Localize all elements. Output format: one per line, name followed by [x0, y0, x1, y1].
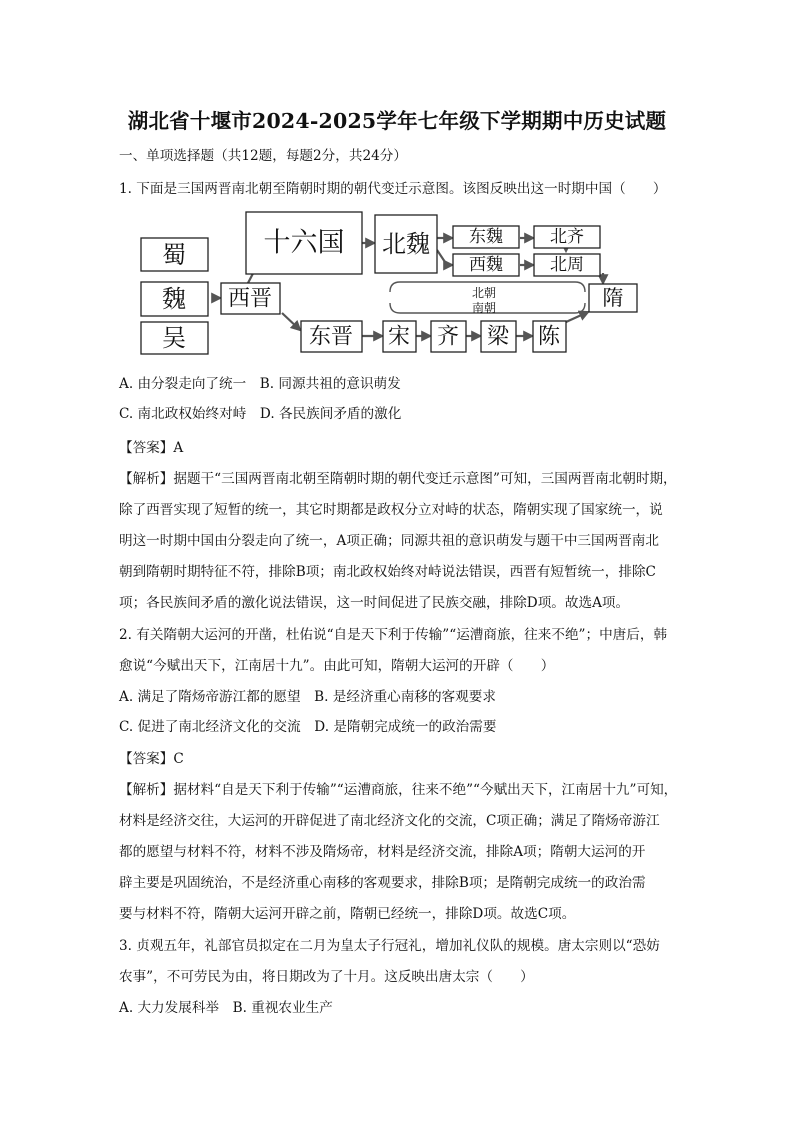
q2-options-ab: A. 满足了隋炀帝游江都的愿望 B. 是经济重心南移的客观要求: [119, 689, 496, 705]
svg-text:魏: 魏: [162, 285, 186, 313]
box-dongjin: [301, 321, 362, 352]
box-beiwei: [375, 215, 437, 273]
svg-text:隋: 隋: [602, 286, 624, 310]
q1-answer: 【答案】A: [119, 440, 184, 456]
svg-text:西晋: 西晋: [227, 286, 273, 312]
box-shu: [141, 238, 208, 271]
q2-analysis-line: 都的愿望与材料不符，材料不涉及隋炀帝，材料是经济交流，排除A项；隋朝大运河的开: [119, 844, 646, 860]
svg-text:北周: 北周: [550, 255, 584, 275]
svg-text:东魏: 东魏: [469, 227, 503, 247]
box-qi: [431, 321, 466, 352]
q3-options-ab: A. 大力发展科举 B. 重视农业生产: [119, 1000, 333, 1016]
q2-analysis-line: 材料是经济交往，大运河的开辟促进了南北经济文化的交流，C项正确；满足了隋炀帝游江: [119, 813, 660, 829]
question-1-stem: 1. 下面是三国两晋南北朝至隋朝时期的朝代变迁示意图。该图反映出这一时期中国（ ）: [119, 181, 667, 197]
svg-text:齐: 齐: [436, 324, 460, 350]
q1-options-cd: C. 南北政权始终对峙 D. 各民族间矛盾的激化: [119, 406, 402, 422]
box-dongwei: [453, 226, 519, 248]
box-sui: [589, 284, 637, 312]
svg-text:宋: 宋: [387, 324, 411, 350]
question-2-stem: 2. 有关隋朝大运河的开凿，杜佑说“自是天下利于传输”“运漕商旅，往来不绝”；中唐后，韩: [119, 627, 668, 643]
q1-analysis-line: 朝到隋朝时期特征不符，排除B项；南北政权始终对峙说法错误，西晋有短暂统一，排除C: [119, 564, 656, 580]
q2-options-cd: C. 促进了南北经济文化的交流 D. 是隋朝完成统一的政治需要: [119, 719, 497, 735]
box-wei: [141, 282, 208, 316]
q1-analysis-line: 【解析】据题干“三国两晋南北朝至隋朝时期的朝代变迁示意图”可知，三国两晋南北朝时期，: [119, 471, 677, 487]
svg-text:北齐: 北齐: [550, 227, 584, 247]
section-heading: 一、单项选择题（共12题，每题2分，共24分）: [119, 148, 407, 164]
svg-text:陈: 陈: [537, 324, 561, 350]
box-chen: [533, 321, 566, 352]
question-3-stem: 3. 贞观五年，礼部官员拟定在二月为皇太子行冠礼，增加礼仪队的规模。唐太宗则以“恐妨: [119, 938, 660, 954]
box-xiwei: [453, 254, 519, 276]
label-nanchao: 南朝: [471, 301, 497, 315]
question-2-stem: 愈说“今赋出天下，江南居十九”。由此可知，隋朝大运河的开辟（ ）: [119, 658, 555, 674]
svg-text:吴: 吴: [162, 324, 186, 352]
svg-text:梁: 梁: [486, 324, 510, 350]
box-beiqi: [534, 226, 600, 248]
box-wu: [141, 322, 208, 354]
q2-analysis-line: 【解析】据材料“自是天下利于传输”“运漕商旅，往来不绝”“今赋出天下，江南居十九”可知，: [119, 782, 678, 798]
box-shiliuguo: [246, 212, 362, 274]
label-beichao: 北朝: [471, 286, 497, 300]
q2-answer: 【答案】C: [119, 751, 184, 767]
q1-options-ab: A. 由分裂走向了统一 B. 同源共祖的意识萌发: [119, 376, 401, 392]
svg-text:十六国: 十六国: [263, 227, 345, 259]
q1-analysis-line: 除了西晋实现了短暂的统一，其它时期都是政权分立对峙的状态，隋朝实现了国家统一，说: [119, 502, 663, 518]
svg-text:蜀: 蜀: [162, 241, 186, 269]
q2-analysis-line: 要与材料不符，隋朝大运河开辟之前，隋朝已经统一，排除D项。故选C项。: [119, 906, 576, 922]
svg-text:西魏: 西魏: [469, 255, 503, 275]
q1-analysis-line: 项；各民族间矛盾的激化说法错误，这一时间促进了民族交融，排除D项。故选A项。: [119, 595, 630, 611]
q1-analysis-line: 明这一时期中国由分裂走向了统一，A项正确；同源共祖的意识萌发与题干中三国两晋南北: [119, 533, 659, 549]
box-song: [383, 321, 416, 352]
svg-text:东晋: 东晋: [308, 324, 354, 350]
box-liang: [481, 321, 516, 352]
svg-text:北魏: 北魏: [382, 230, 430, 258]
box-beizhou: [534, 254, 600, 276]
box-xijin: [221, 283, 280, 314]
q2-analysis-line: 辟主要是巩固统治，不是经济重心南移的客观要求，排除B项；是隋朝完成统一的政治需: [119, 875, 646, 891]
page-title: 湖北省十堰市2024-2025学年七年级下学期期中历史试题: [127, 109, 667, 133]
question-3-stem: 农事”，不可劳民为由，将日期改为了十月。这反映出唐太宗（ ）: [119, 969, 534, 985]
